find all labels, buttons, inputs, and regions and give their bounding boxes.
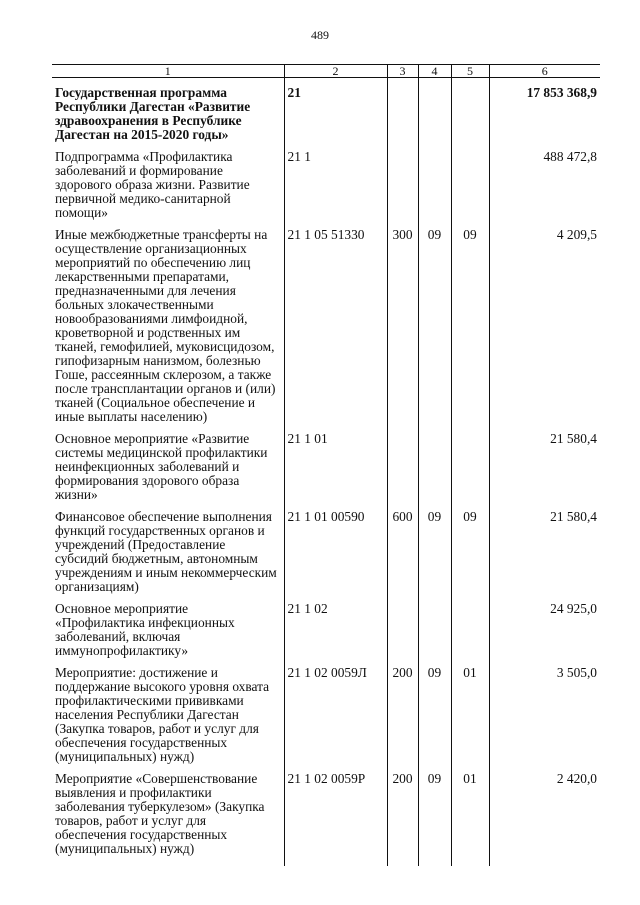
row-amount: 3 505,0 [489, 666, 600, 772]
row-name: Основное мероприятие «Профилактика инфекционных заболеваний, включая иммунопрофилактику» [55, 601, 235, 658]
column-header-2: 2 [284, 65, 387, 78]
row-name: Мероприятие «Совершенствование выявления и профилактики заболевания туберкулезом» (Закупка товаров, работ и услуг для обеспечения государственных (муниципальных) нужд) [55, 771, 265, 856]
table-row [52, 602, 600, 666]
row-col4: 09 [418, 510, 451, 602]
row-code: 21 1 02 0059Р [284, 772, 387, 866]
row-col3 [387, 150, 418, 228]
table-row [52, 510, 600, 602]
table-row [52, 150, 600, 228]
table-row [52, 666, 600, 772]
column-header-4: 4 [418, 65, 451, 78]
row-col3: 600 [387, 510, 418, 602]
row-code: 21 [284, 78, 387, 151]
row-col4 [418, 432, 451, 510]
row-amount: 21 580,4 [489, 510, 600, 602]
row-col5 [451, 150, 489, 228]
budget-table [52, 64, 600, 866]
row-amount: 2 420,0 [489, 772, 600, 866]
row-code: 21 1 01 00590 [284, 510, 387, 602]
row-col3 [387, 432, 418, 510]
row-col5 [451, 432, 489, 510]
table-row [52, 228, 600, 432]
row-amount: 21 580,4 [489, 432, 600, 510]
row-code: 21 1 02 [284, 602, 387, 666]
row-name: Мероприятие: достижение и поддержание высокого уровня охвата профилактическими прививками населения Республики Дагестан (Закупка товаров, работ и услуг для обеспечения государственных (муниципальных) нужд) [55, 665, 270, 764]
row-col5 [451, 78, 489, 151]
row-name: Подпрограмма «Профилактика заболеваний и формирование здорового образа жизни. Развитие первичной медико-санитарной помощи» [55, 149, 250, 220]
column-header-5: 5 [451, 65, 489, 78]
column-header-3: 3 [387, 65, 418, 78]
table-row [52, 772, 600, 866]
row-col4 [418, 150, 451, 228]
row-col5: 01 [451, 772, 489, 866]
row-col4 [418, 78, 451, 151]
row-col3: 200 [387, 666, 418, 772]
row-col4 [418, 602, 451, 666]
row-amount: 488 472,8 [489, 150, 600, 228]
row-amount: 4 209,5 [489, 228, 600, 432]
row-name: Финансовое обеспечение выполнения функций государственных органов и учреждений (Предоставление субсидий бюджетным, автономным учреждениям и иным некоммерческим организациям) [55, 509, 277, 594]
column-header-6: 6 [489, 65, 600, 78]
row-col3: 300 [387, 228, 418, 432]
row-col4: 09 [418, 772, 451, 866]
row-name: Основное мероприятие «Развитие системы медицинской профилактики неинфекционных заболеваний и формирования здорового образа жизни» [55, 431, 268, 502]
page-number: 489 [311, 28, 329, 42]
row-col5: 09 [451, 228, 489, 432]
row-col4: 09 [418, 666, 451, 772]
row-col3 [387, 602, 418, 666]
row-col5: 01 [451, 666, 489, 772]
row-col3 [387, 78, 418, 151]
column-header-1: 1 [52, 65, 284, 78]
row-code: 21 1 02 0059Л [284, 666, 387, 772]
row-name: Иные межбюджетные трансферты на осуществление организационных мероприятий по обеспечению лиц лекарственными препаратами, предназначенными для лечения больных злокачественными новообразованиями лимфоидной, кроветворной и родственных им тканей, гемофилией, муковисцидозом, гипофизарным нанизмом, болезнью Гоше, рассеянным склерозом, а также после трансплантации органов и (или) тканей (Социальное обеспечение и иные выплаты населению) [55, 227, 276, 424]
row-col4: 09 [418, 228, 451, 432]
row-col5 [451, 602, 489, 666]
row-code: 21 1 01 [284, 432, 387, 510]
row-code: 21 1 05 51330 [284, 228, 387, 432]
row-col3: 200 [387, 772, 418, 866]
row-amount: 24 925,0 [489, 602, 600, 666]
row-amount: 17 853 368,9 [489, 78, 600, 151]
header-row [52, 65, 600, 78]
row-name: Государственная программа Республики Дагестан «Развитие здравоохранения в Республике Дагестан на 2015-2020 годы» [55, 85, 251, 142]
table-row [52, 78, 600, 151]
table-row [52, 432, 600, 510]
row-code: 21 1 [284, 150, 387, 228]
row-col5: 09 [451, 510, 489, 602]
